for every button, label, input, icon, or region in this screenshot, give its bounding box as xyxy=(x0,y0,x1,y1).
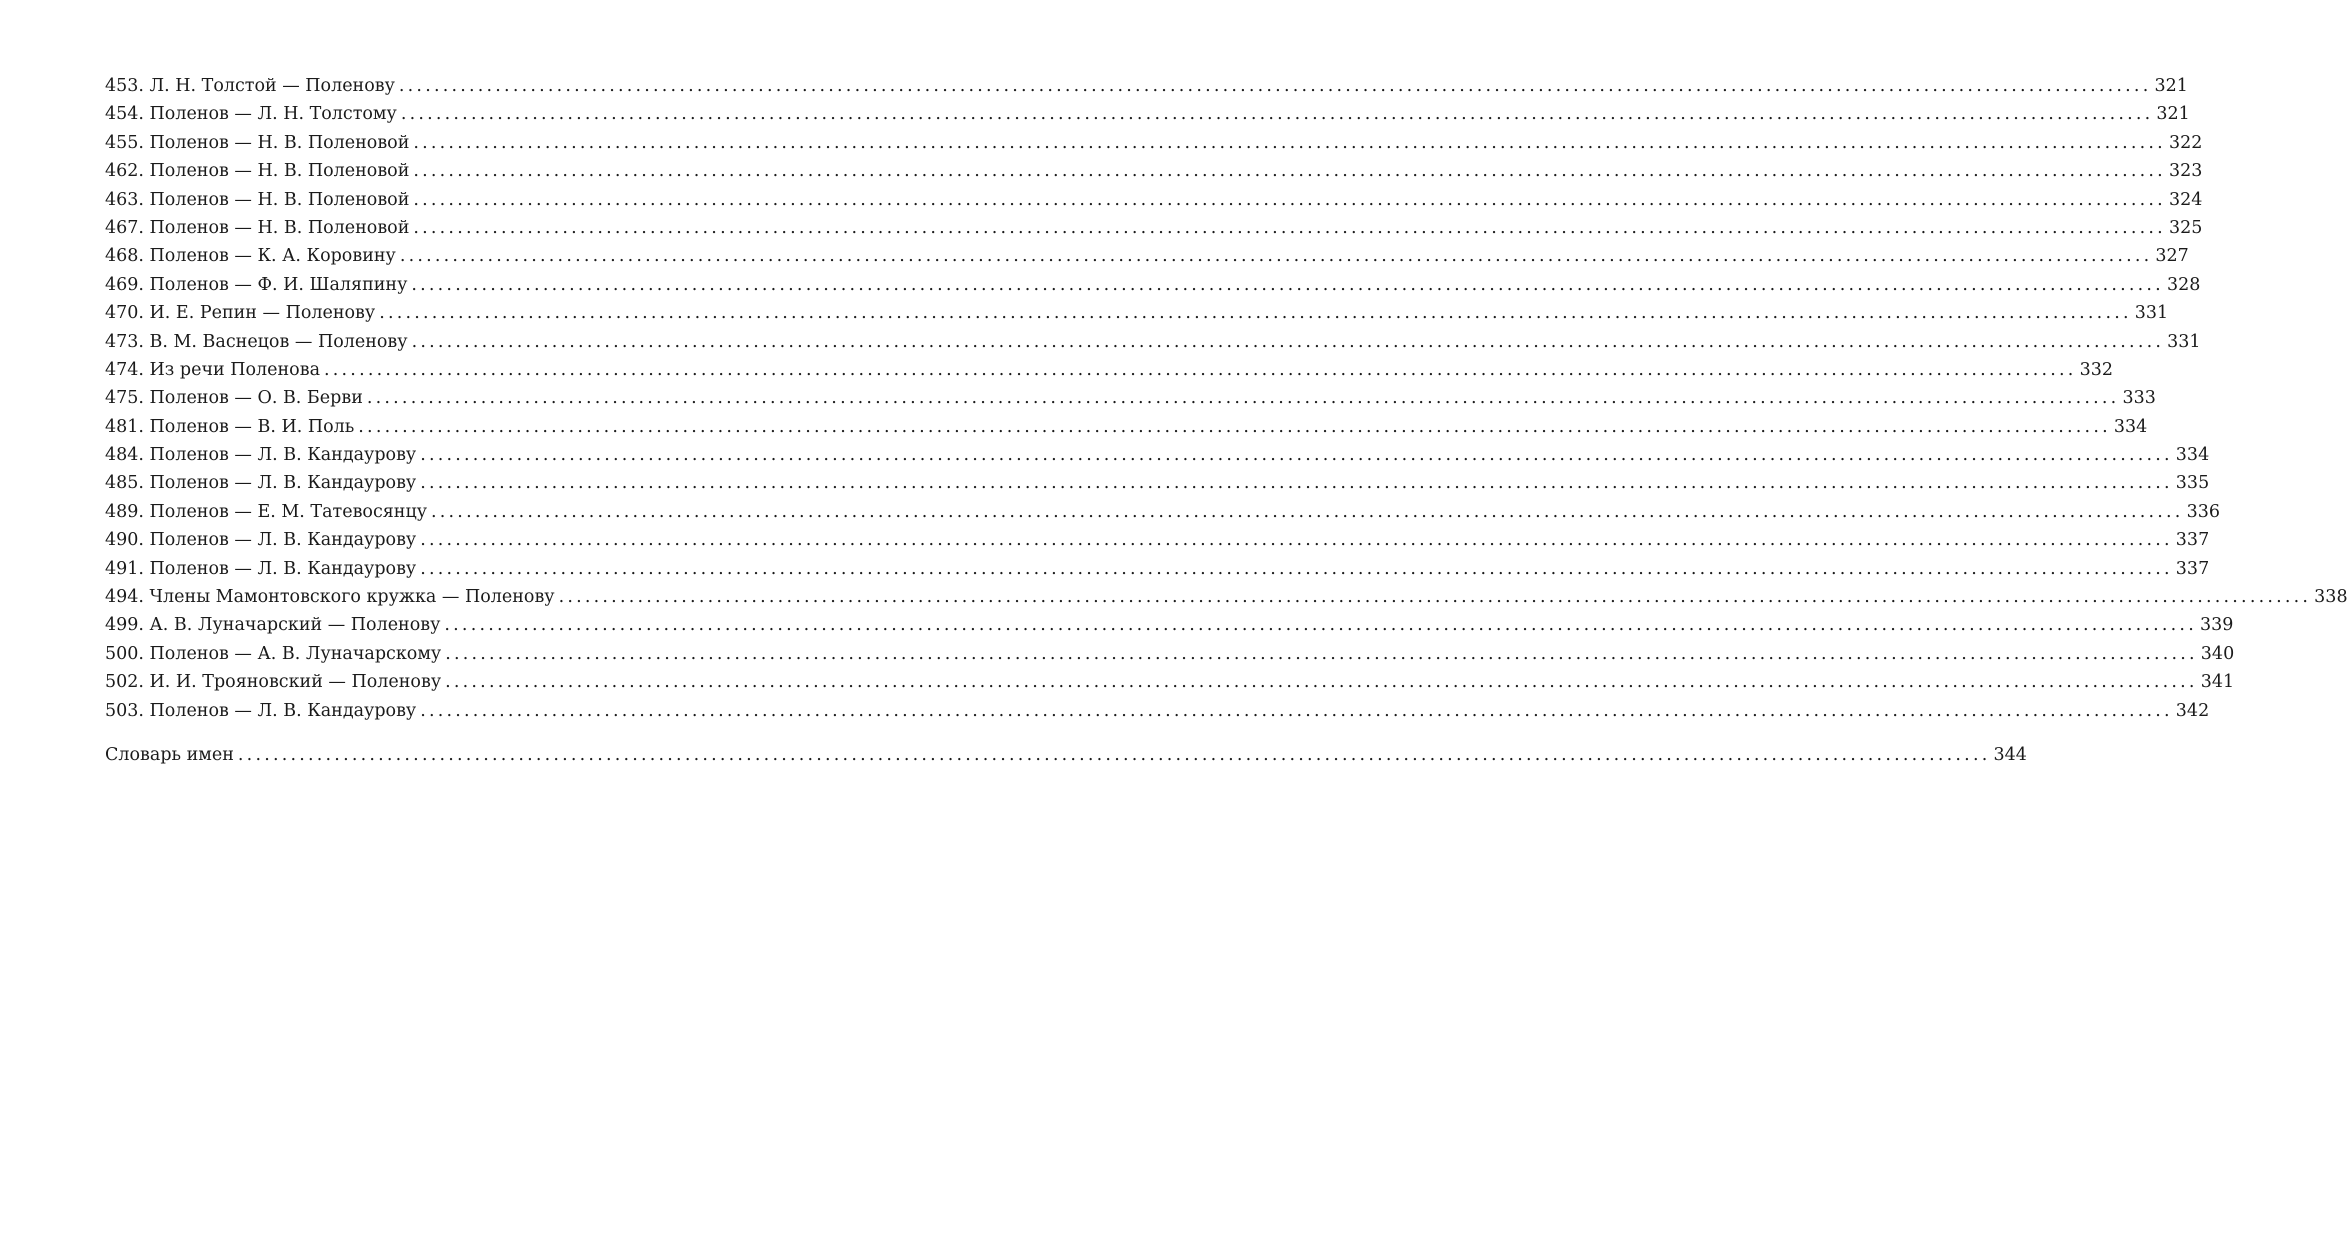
toc-entry-title: 454. Поленов — Л. Н. Толстому xyxy=(105,104,397,125)
toc-dot-leader: ........................................................................................................................................................................................................ xyxy=(420,473,2173,494)
toc-entry-title: 490. Поленов — Л. В. Кандаурову xyxy=(105,530,417,551)
toc-entry[interactable] xyxy=(105,640,2235,668)
toc-dot-leader: ........................................................................................................................................................................................................ xyxy=(420,558,2173,579)
toc-entry-page: 331 xyxy=(2167,331,2201,352)
toc-entry-title: 455. Поленов — Н. В. Поленовой xyxy=(105,132,410,153)
toc-entry-page: 334 xyxy=(2113,416,2148,437)
toc-entry-page: 342 xyxy=(2175,700,2210,721)
toc-dot-leader: ........................................................................................................................................................................................................ xyxy=(420,445,2173,466)
toc-entry[interactable] xyxy=(105,271,2201,299)
toc-entry-page: 322 xyxy=(2168,132,2203,153)
toc-dot-leader: ........................................................................................................................................................................................................ xyxy=(445,672,2198,693)
toc-entry-title: 489. Поленов — Е. М. Татевосянцу xyxy=(105,501,428,522)
toc-entry-page: 325 xyxy=(2168,217,2203,238)
toc-entry[interactable] xyxy=(105,498,2220,526)
toc-entry-title: 502. И. И. Трояновский — Поленову xyxy=(105,672,442,693)
toc-entry-title: 494. Члены Мамонтовского кружка — Поленову xyxy=(105,587,555,608)
toc-dot-leader: ........................................................................................................................................................................................................ xyxy=(399,246,2153,267)
toc-entry-title: 468. Поленов — К. А. Коровину xyxy=(105,246,396,267)
toc-entry-title: 462. Поленов — Н. В. Поленовой xyxy=(105,161,410,182)
toc-entry[interactable] xyxy=(105,72,2188,100)
toc-entry-title: 467. Поленов — Н. В. Поленовой xyxy=(105,217,410,238)
toc-entry[interactable] xyxy=(105,356,2113,384)
toc-entry[interactable] xyxy=(105,555,2210,583)
toc-entry-title: 485. Поленов — Л. В. Кандаурову xyxy=(105,473,417,494)
toc-dot-leader: ........................................................................................................................................................................................................ xyxy=(420,530,2173,551)
toc-dot-leader: ........................................................................................................................................................................................................ xyxy=(237,744,1991,765)
toc-entry-title: 473. В. М. Васнецов — Поленову xyxy=(105,331,408,352)
toc-entry[interactable] xyxy=(105,129,2203,157)
toc-entry-page: 323 xyxy=(2168,161,2203,182)
toc-entry-page: 324 xyxy=(2168,189,2203,210)
toc-entry-page: 341 xyxy=(2200,672,2235,693)
toc-entry-title: 484. Поленов — Л. В. Кандаурову xyxy=(105,445,417,466)
toc-entry-title: 503. Поленов — Л. В. Кандаурову xyxy=(105,700,417,721)
toc-entry-title: 475. Поленов — О. В. Берви xyxy=(105,388,363,409)
toc-entry[interactable] xyxy=(105,413,2148,441)
toc-entry-page: 334 xyxy=(2175,445,2210,466)
toc-dot-leader: ........................................................................................................................................................................................................ xyxy=(398,76,2152,96)
toc-dot-leader: ........................................................................................................................................................................................................ xyxy=(413,161,2166,182)
toc-dot-leader: ........................................................................................................................................................................................................ xyxy=(411,274,2164,295)
toc-entry[interactable] xyxy=(105,384,2156,412)
table-of-contents xyxy=(105,72,2348,769)
toc-entry[interactable] xyxy=(105,441,2210,469)
toc-entry[interactable] xyxy=(105,186,2203,214)
toc-entry-title: 491. Поленов — Л. В. Кандаурову xyxy=(105,558,417,579)
toc-entry-page: 333 xyxy=(2122,388,2156,409)
toc-entry-page: 336 xyxy=(2186,501,2220,522)
toc-dot-leader: ........................................................................................................................................................................................................ xyxy=(420,700,2173,721)
toc-dot-leader: ........................................................................................................................................................................................................ xyxy=(379,303,2132,324)
toc-entry[interactable] xyxy=(105,299,2169,327)
toc-entry-page: 340 xyxy=(2200,643,2235,664)
toc-entry-page: 344 xyxy=(1993,744,2027,765)
toc-dot-leader: ........................................................................................................................................................................................................ xyxy=(413,189,2166,210)
toc-entry[interactable] xyxy=(105,214,2203,242)
toc-entry-title: 469. Поленов — Ф. И. Шаляпину xyxy=(105,274,408,295)
toc-entry[interactable] xyxy=(105,157,2203,185)
toc-entry-page: 337 xyxy=(2175,530,2210,551)
toc-entry[interactable] xyxy=(105,242,2189,270)
toc-dot-leader: ........................................................................................................................................................................................................ xyxy=(400,104,2154,125)
toc-entry[interactable] xyxy=(105,469,2210,497)
toc-entry-title: 453. Л. Н. Толстой — Поленову xyxy=(105,76,395,96)
toc-entry-page: 335 xyxy=(2175,473,2210,494)
toc-entry-name-index[interactable] xyxy=(105,741,2027,769)
toc-entry-page: 327 xyxy=(2155,246,2189,267)
toc-entry[interactable] xyxy=(105,100,2190,128)
toc-entry-title: 474. Из речи Поленова xyxy=(105,359,321,380)
toc-dot-leader: ........................................................................................................................................................................................................ xyxy=(413,217,2166,238)
toc-dot-leader: ........................................................................................................................................................................................................ xyxy=(413,132,2166,153)
toc-entry-title: 481. Поленов — В. И. Поль xyxy=(105,416,355,437)
toc-entry[interactable] xyxy=(105,583,2348,611)
toc-entry-page: 321 xyxy=(2156,104,2190,125)
toc-dot-leader: ........................................................................................................................................................................................................ xyxy=(444,615,2197,636)
toc-spacer xyxy=(105,725,703,741)
toc-entry[interactable] xyxy=(105,611,2234,639)
toc-entry-page: 339 xyxy=(2199,615,2234,636)
toc-dot-leader: ........................................................................................................................................................................................................ xyxy=(558,587,2312,608)
toc-dot-leader: ........................................................................................................................................................................................................ xyxy=(431,501,2184,522)
toc-entry-page: 338 xyxy=(2314,587,2348,608)
toc-entry-title: Словарь имен xyxy=(105,744,234,765)
toc-entry-title: 499. А. В. Луначарский — Поленову xyxy=(105,615,441,636)
toc-dot-leader: ........................................................................................................................................................................................................ xyxy=(445,643,2198,664)
toc-entry-title: 500. Поленов — А. В. Луначарскому xyxy=(105,643,442,664)
toc-entry-page: 331 xyxy=(2134,303,2169,324)
toc-entry-page: 337 xyxy=(2175,558,2210,579)
toc-entry[interactable] xyxy=(105,697,2210,725)
toc-dot-leader: ........................................................................................................................................................................................................ xyxy=(358,416,2111,437)
toc-dot-leader: ........................................................................................................................................................................................................ xyxy=(324,359,2077,380)
toc-entry-page: 332 xyxy=(2079,359,2113,380)
toc-entry-list xyxy=(105,72,2348,725)
toc-entry-page: 321 xyxy=(2154,76,2188,96)
toc-entry[interactable] xyxy=(105,328,2201,356)
toc-entry[interactable] xyxy=(105,526,2210,554)
toc-entry-page: 328 xyxy=(2166,274,2201,295)
toc-dot-leader: ........................................................................................................................................................................................................ xyxy=(366,388,2120,409)
toc-entry-title: 463. Поленов — Н. В. Поленовой xyxy=(105,189,410,210)
toc-entry[interactable] xyxy=(105,668,2235,696)
toc-entry-title: 470. И. Е. Репин — Поленову xyxy=(105,303,376,324)
toc-dot-leader: ........................................................................................................................................................................................................ xyxy=(411,331,2165,352)
